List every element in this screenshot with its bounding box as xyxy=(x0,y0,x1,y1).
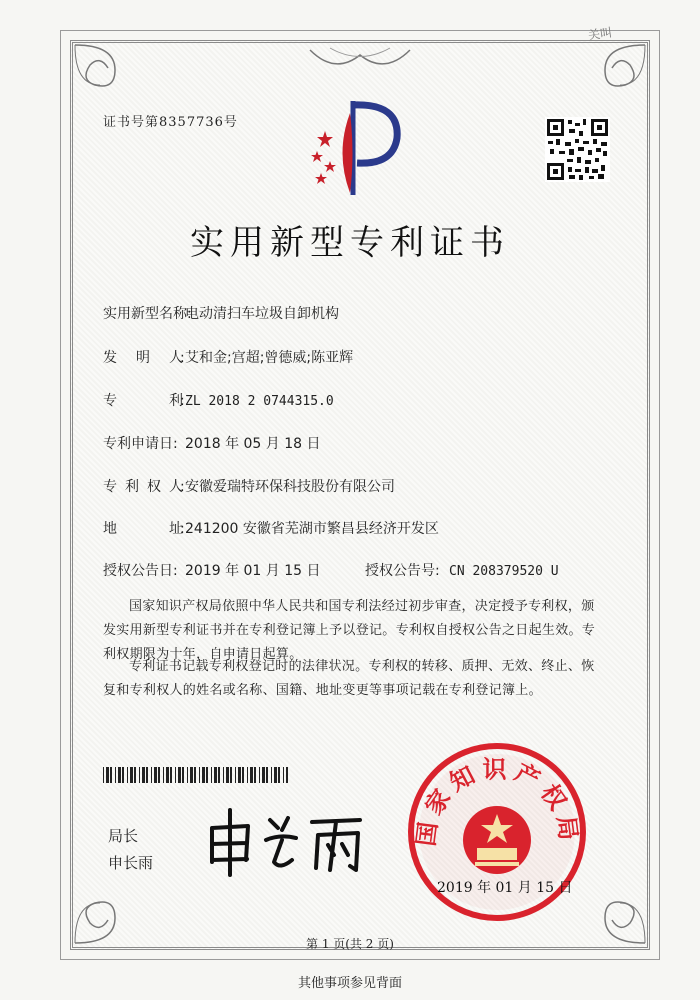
field-value: 电动清扫车垃圾自卸机构 xyxy=(185,306,339,322)
certificate-paragraph-1: 国家知识产权局依照中华人民共和国专利法经过初步审查，决定授予专利权，颁发实用新型专利证书并在专利登记簿上予以登记。专利权自授权公告之日起生效。专利权期限为十年，自申请日起算。 xyxy=(103,599,596,662)
barcode-icon xyxy=(103,767,288,783)
grant-date-label: 授权公告日: xyxy=(103,563,178,579)
ornament-top-center xyxy=(300,40,420,80)
ornament-top-left xyxy=(70,40,160,110)
field-label: 专利申请日: xyxy=(103,436,178,452)
field-patentee xyxy=(103,476,395,496)
director-signature xyxy=(200,800,370,880)
director-name: 申长雨 xyxy=(108,854,154,872)
field-label: 地 址: xyxy=(103,521,182,537)
director-title: 局长 xyxy=(108,827,139,845)
grant-number-value: CN 208379520 U xyxy=(449,564,559,579)
field-value: 241200 安徽省芜湖市繁昌县经济开发区 xyxy=(185,521,439,537)
grant-number-label: 授权公告号: xyxy=(365,563,440,579)
field-label: 实用新型名称: xyxy=(103,306,192,322)
field-grant xyxy=(103,560,559,580)
field-value: 安徽爱瑞特环保科技股份有限公司 xyxy=(185,479,395,495)
grant-date-value: 2019 年 01 月 15 日 xyxy=(185,563,321,579)
field-inventors xyxy=(103,347,353,367)
field-application-date xyxy=(103,433,321,453)
margin-note: 关叫 xyxy=(587,25,613,43)
qr-code-icon xyxy=(545,117,610,182)
field-label: 发 明 人: xyxy=(103,350,182,366)
field-label: 专 利: xyxy=(103,393,182,409)
seal-date: 2019 年 01 月 15 日 xyxy=(437,880,573,896)
field-value: 艾和金;宫超;曾德威;陈亚辉 xyxy=(185,350,354,366)
svg-text:国家知识产权局: 国家知识产权局 xyxy=(411,755,584,848)
ornament-top-right xyxy=(560,40,650,110)
certificate-number: 证书号第8357736号 xyxy=(103,115,238,130)
official-seal-icon xyxy=(405,740,590,925)
field-utility-model-name xyxy=(103,303,339,323)
field-value: 2018 年 05 月 18 日 xyxy=(185,436,321,452)
field-address xyxy=(103,518,439,538)
certificate-paragraph-2: 专利证书记载专利权登记时的法律状况。专利权的转移、质押、无效、终止、恢复和专利权人的姓名或名称、国籍、地址变更等事项记载在专利登记簿上。 xyxy=(103,659,595,698)
patent-office-emblem-icon xyxy=(305,93,405,203)
page-number: 第 1 页(共 2 页) xyxy=(306,937,394,951)
field-patent-number xyxy=(103,390,334,410)
certificate-title: 实用新型专利证书 xyxy=(190,223,510,263)
field-label: 专 利 权 人: xyxy=(103,479,182,495)
footer-note: 其他事项参见背面 xyxy=(297,976,402,991)
field-value: ZL 2018 2 0744315.0 xyxy=(185,394,334,409)
